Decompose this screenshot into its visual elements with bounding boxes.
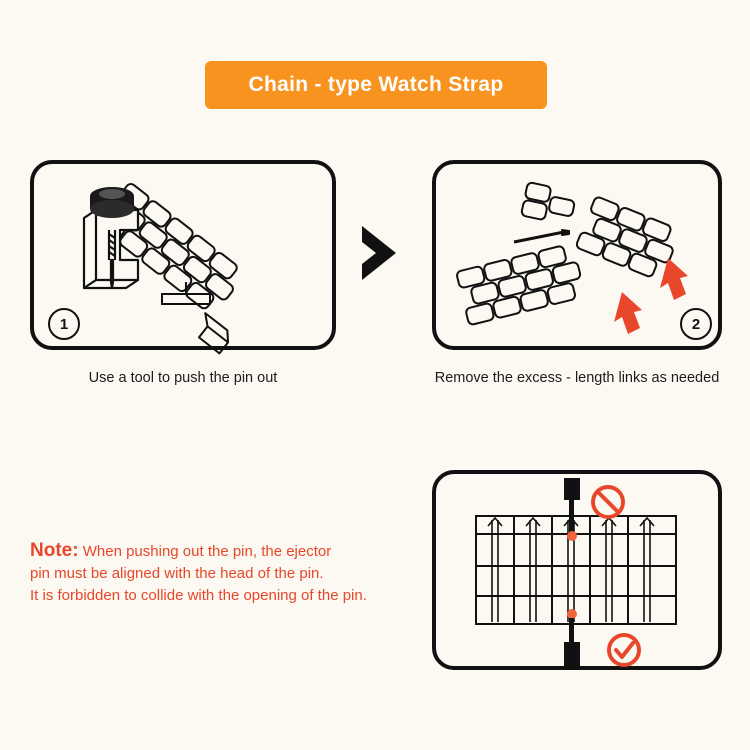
checkmark-icon xyxy=(609,635,639,665)
correct-ejector-pin xyxy=(564,609,580,666)
step-2-badge: 2 xyxy=(680,308,712,340)
step-2-illustration xyxy=(436,164,718,346)
note-line-2: pin must be aligned with the head of the pin. xyxy=(30,565,324,582)
note-line-3: It is forbidden to collide with the opening of the pin. xyxy=(30,587,367,604)
red-arrow xyxy=(614,258,688,334)
step-1-badge: 1 xyxy=(48,308,80,340)
prohibited-icon xyxy=(593,487,623,517)
note-block xyxy=(30,540,420,607)
step-2-panel xyxy=(432,160,722,350)
note-detail-panel xyxy=(432,470,722,670)
note-label: Note: xyxy=(30,540,79,561)
step-1-caption: Use a tool to push the pin out xyxy=(88,370,278,386)
flow-arrow-icon xyxy=(352,222,414,284)
step-2-caption: Remove the excess - length links as needed xyxy=(434,370,720,386)
note-line-1: When pushing out the pin, the ejector xyxy=(82,543,332,560)
page-title: Chain - type Watch Strap xyxy=(205,61,547,109)
wrong-ejector-pin xyxy=(564,478,580,541)
pin-alignment-illustration xyxy=(436,474,718,666)
